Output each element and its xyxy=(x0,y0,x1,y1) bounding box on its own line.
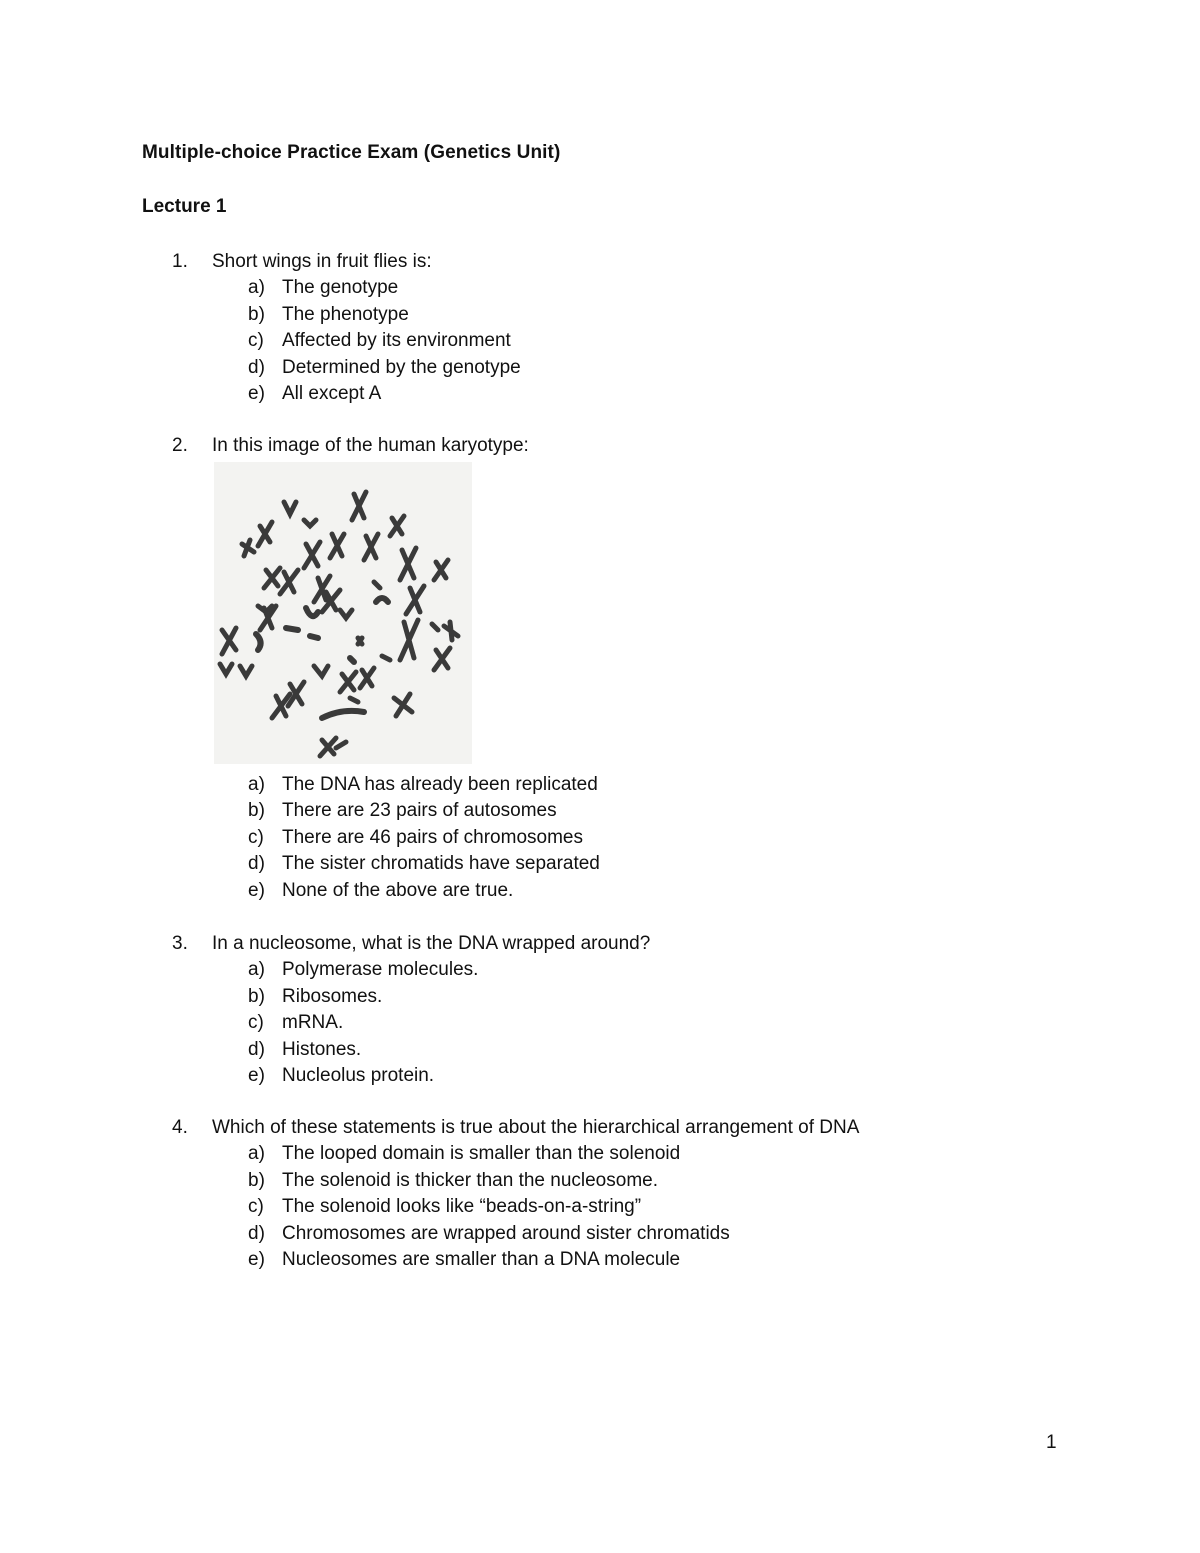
option-text: The solenoid looks like “beads-on-a-string” xyxy=(282,1196,642,1218)
question-number: 3. xyxy=(172,933,188,954)
option-letter: b) xyxy=(248,303,265,325)
option-letter: c) xyxy=(248,1196,264,1218)
question-number: 2. xyxy=(172,435,188,456)
option-letter: b) xyxy=(248,1169,265,1191)
question-text: In this image of the human karyotype: xyxy=(212,435,529,456)
karyotype-image xyxy=(214,462,472,764)
option-text: The looped domain is smaller than the solenoid xyxy=(282,1143,681,1165)
option-letter: b) xyxy=(248,800,265,822)
option-text: The sister chromatids have separated xyxy=(282,853,600,875)
option-text: There are 23 pairs of autosomes xyxy=(282,800,557,822)
option-text: Chromosomes are wrapped around sister chromatids xyxy=(282,1222,730,1244)
question-text: In a nucleosome, what is the DNA wrapped around? xyxy=(212,933,651,954)
page-title: Multiple-choice Practice Exam (Genetics Unit) xyxy=(142,142,561,163)
option-text: The phenotype xyxy=(282,303,409,325)
option-text: The genotype xyxy=(282,277,399,299)
option-letter: a) xyxy=(248,1143,265,1165)
option-letter: a) xyxy=(248,959,265,981)
page-number: 1 xyxy=(1046,1432,1057,1453)
chromosome-spread-graphic xyxy=(214,462,472,764)
option-text: Histones. xyxy=(282,1038,362,1060)
lecture-heading: Lecture 1 xyxy=(142,196,227,217)
question-number: 4. xyxy=(172,1117,188,1138)
option-text: The DNA has already been replicated xyxy=(282,774,598,795)
option-letter: a) xyxy=(248,277,265,299)
option-text: None of the above are true. xyxy=(282,879,514,901)
option-text: Ribosomes. xyxy=(282,985,383,1007)
option-letter: e) xyxy=(248,1248,265,1270)
option-text: Nucleosomes are smaller than a DNA molecule xyxy=(282,1248,681,1270)
option-letter: d) xyxy=(248,1222,265,1244)
option-letter: e) xyxy=(248,879,265,901)
option-letter: d) xyxy=(248,853,265,875)
option-letter: e) xyxy=(248,1064,265,1086)
option-letter: c) xyxy=(248,826,264,848)
option-letter: b) xyxy=(248,985,265,1007)
option-letter: a) xyxy=(248,774,265,795)
option-text: mRNA. xyxy=(282,1012,344,1034)
option-letter: c) xyxy=(248,1012,264,1034)
option-text: Determined by the genotype xyxy=(282,356,521,378)
option-letter: d) xyxy=(248,1038,265,1060)
option-text: There are 46 pairs of chromosomes xyxy=(282,826,583,848)
option-text: The solenoid is thicker than the nucleosome. xyxy=(282,1169,658,1191)
option-text: Affected by its environment xyxy=(282,330,511,352)
question-number: 1. xyxy=(172,251,188,272)
question-text: Short wings in fruit flies is: xyxy=(212,251,432,272)
question-text: Which of these statements is true about the hierarchical arrangement of DNA xyxy=(212,1117,860,1138)
option-letter: c) xyxy=(248,330,264,352)
option-text: Polymerase molecules. xyxy=(282,959,479,981)
option-text: Nucleolus protein. xyxy=(282,1064,435,1086)
option-letter: e) xyxy=(248,382,265,404)
option-text: All except A xyxy=(282,382,382,404)
option-letter: d) xyxy=(248,356,265,378)
